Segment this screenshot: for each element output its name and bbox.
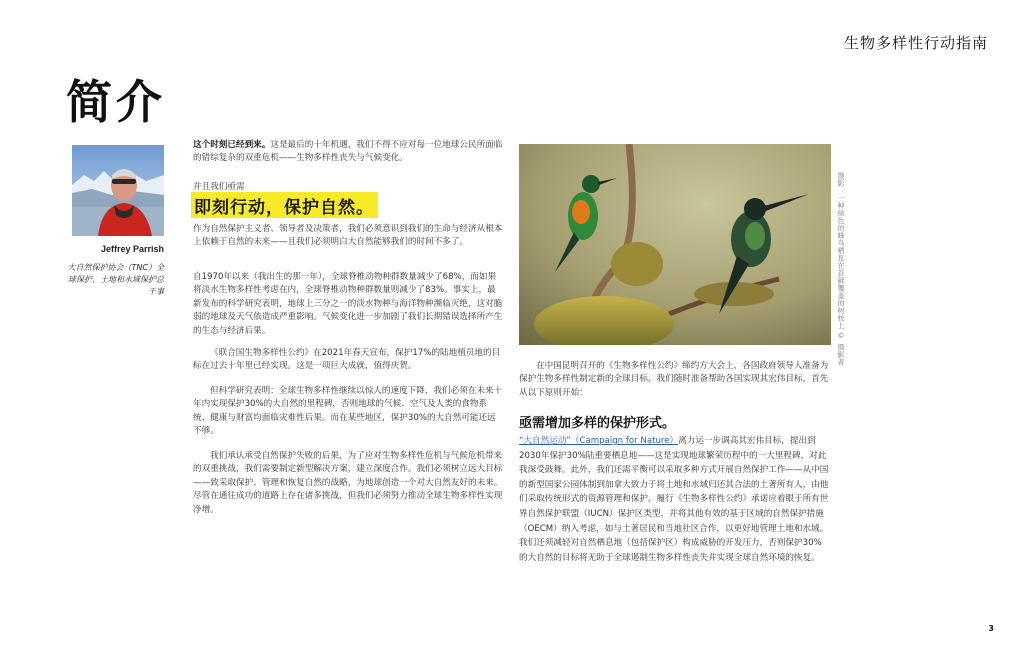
author-name: Jeffrey Parrish xyxy=(100,244,164,254)
highlighted-callout: 即刻行动，保护自然。 xyxy=(191,192,378,218)
section-subheading: 亟需增加多样的保护形式。 xyxy=(519,416,676,431)
body-paragraph-4: 但科学研究表明：全球生物多样性继续以惊人的速度下降，我们必须在未来十年内实现保护30%的大自然的里程碑，否则地球的气候、空气及人类的食物系统、健康与财富均面临灾难性后果。而在某些地区，保护30%的大自然可能还远不够。 xyxy=(193,386,503,437)
document-title: 生物多样性行动指南 xyxy=(843,34,988,52)
lead-paragraph xyxy=(193,139,503,166)
body-paragraph-5: 我们承认承受自然保护失败的后果，为了应对生物多样性危机与气候危机带来的双重挑战，我们需要制定新型解决方案，建立深度合作。我们必须树立远大目标——致采取保护、管理和恢复自然的战略，为地球创造一个对大自然友好的未来。尽管在通往成功的道路上存在诸多挑战，但我们必须努力推动全球生物多样性实现净增。 xyxy=(193,451,503,515)
author-title: 大自然保护协会（TNC）全球保护、土地和水域保护总干事 xyxy=(67,263,164,296)
body-paragraph-1: 作为自然保护主义者、领导者及决策者，我们必须意识到我们的生命与经济从根本上依赖于自然的未来——且我们必须明白大自然能够我们的时间不多了。 xyxy=(193,224,503,248)
body-paragraph-2: 自1970年以来（我出生的那一年），全球脊椎动物种群数量减少了68%，而如果将淡水生物多样性考虑在内，全球脊椎动物种群数量则减少了83%。事实上，最新发布的科学研究表明，地球上三分之一的淡水物种与海洋物种濒临灭绝，这对脆弱的地球及天气依造成严重影响。气候变化进一步加剧了我们长期错误选择所产生的生态与经济后果。 xyxy=(193,272,503,336)
photo-credit: 摄影：一种绿色的蜂鸟栖息在苔藓覆盖的树枝上 © 摄影者 xyxy=(837,172,845,366)
body-paragraph-6: 在中国昆明召开的《生物多样性公约》缔约方大会上，各国政府领导人准备为保护生物多样性制定新的全球目标。我们随时准备帮助各国实现其宏伟目标，首先从以下原则开始： xyxy=(519,361,829,398)
lead-bold: 这个时刻已经到来。 xyxy=(193,140,271,150)
page-heading: 简介 xyxy=(66,75,166,129)
lead-rest: 这是最后的十年机遇，我们不得不应对每一位地球公民所面临的错综复杂的双重危机——生物多样性丧失与气候变化。 xyxy=(193,140,503,164)
kicker-text: 并且我们亟需 xyxy=(193,182,245,192)
page-number: 3 xyxy=(988,624,994,633)
body-paragraph-7 xyxy=(519,434,829,565)
author-portrait xyxy=(72,145,164,236)
campaign-for-nature-link[interactable]: “大自然运动”（Campaign for Nature） xyxy=(519,436,679,446)
body-paragraph-7-text: 离力运一步调高其宏伟目标，提出到2030年保护30%陆重要栖息地——这是实现地球繁荣历程中的一大里程碑，对此我深受鼓舞。此外，我们还需平衡可以采取多种方式开展自然保护工作——从中国的新型国家公园体制到加拿大致力于将土地和水域归还其合法的土著所有人，由他们采取传统形式的资源管理和保护。履行《生物多样性公约》承诺应着眼于所有世界自然保护联盟（IUCN）保护区类型，并将其他有效的基于区域的自然保护措施（OECM）纳入考虑，如与土著居民和当地社区合作，以更好地管理土地和水域。我们还须减轻对自然栖息地（包括保护区）构成威胁的开发压力，否则保护30%的大自然的目标将无助于全球遏制生物多样性丧失并实现全球自然环境的恢复。 xyxy=(519,436,829,563)
body-paragraph-3: 《联合国生物多样性公约》在2021年春天宣布，保护17%的陆地植员地的目标在过去十年里已经实现。这是一项巨大成就，值得庆贺。 xyxy=(193,348,501,372)
hummingbird-photo xyxy=(519,144,831,345)
